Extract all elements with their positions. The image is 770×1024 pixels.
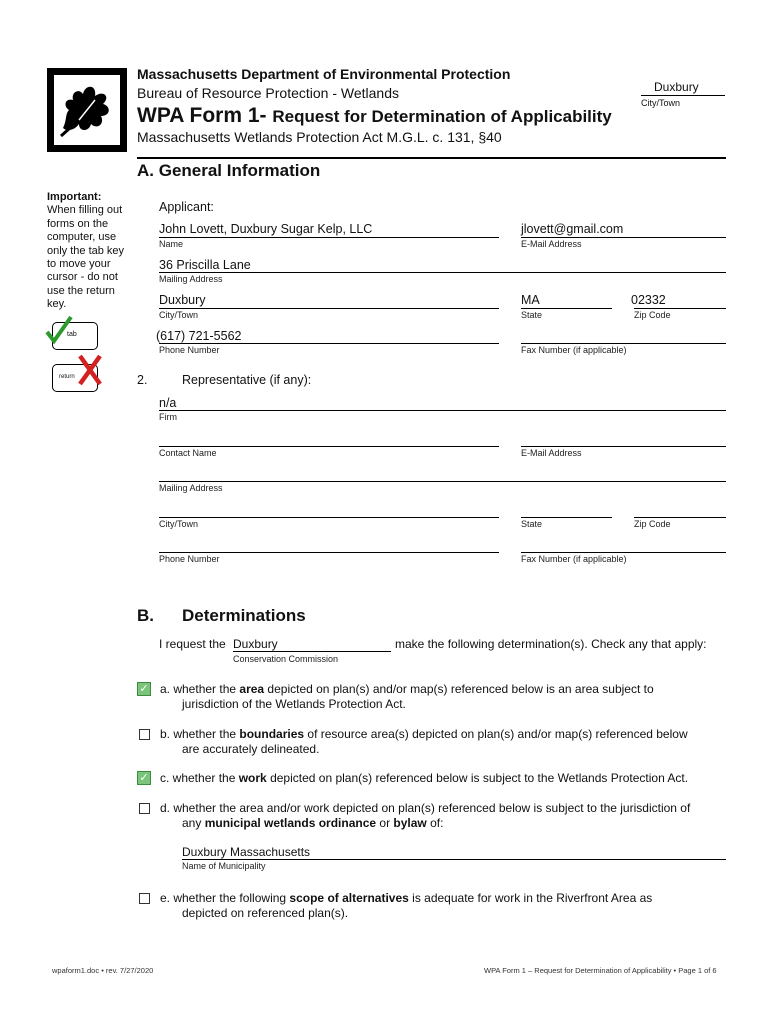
rep-zip-field[interactable] [634, 517, 726, 518]
rep-phone-caption: Phone Number [159, 554, 220, 564]
item-b-text: b. whether the boundaries of resource area(s) depicted on plan(s) and/or map(s) referenced below [160, 727, 688, 741]
rep-phone-field[interactable] [159, 552, 499, 553]
rep-fax-field[interactable] [521, 552, 726, 553]
contact-name-field[interactable] [159, 446, 499, 447]
address-underline [159, 272, 726, 273]
item-e-line2: depicted on referenced plan(s). [182, 906, 349, 920]
checkbox-work[interactable]: ✓ [137, 771, 151, 785]
item-b-line2: are accurately delineated. [182, 742, 320, 756]
firm-field[interactable]: n/a [159, 396, 177, 410]
rep-state-field[interactable] [521, 517, 612, 518]
header-divider [137, 157, 726, 159]
rep-zip-caption: Zip Code [634, 519, 671, 529]
state-caption: State [521, 310, 543, 320]
city-caption: City/Town [159, 310, 199, 320]
checkbox-scope-of-alternatives[interactable] [139, 893, 150, 904]
act-reference: Massachusetts Wetlands Protection Act M.G.L. c. 131, §40 [137, 129, 502, 145]
rep-city-field[interactable] [159, 517, 499, 518]
footer-right: WPA Form 1 – Request for Determination of Applicability • Page 1 of 6 [484, 966, 717, 975]
green-check-icon [44, 314, 74, 351]
bureau-name: Bureau of Resource Protection - Wetlands [137, 85, 399, 101]
item-e-text: e. whether the following scope of alternatives is adequate for work in the Riverfront Area as [160, 891, 653, 905]
city-underline [159, 308, 499, 309]
rep-email-field[interactable] [521, 446, 726, 447]
note-title: Important: [47, 191, 102, 203]
applicant-state-field[interactable]: MA [521, 293, 540, 307]
commission-underline [233, 651, 391, 652]
email-caption: E-Mail Address [521, 239, 582, 249]
applicant-heading: Applicant: [159, 200, 214, 214]
item-a-text: a. whether the area depicted on plan(s) and/or map(s) referenced below is an area subject to [160, 682, 654, 696]
form-subtitle: Request for Determination of Applicability [272, 107, 612, 126]
footer-left: wpaform1.doc • rev. 7/27/2020 [52, 966, 154, 975]
applicant-address-field[interactable]: 36 Priscilla Lane [159, 258, 251, 272]
section-b-title: Determinations [182, 606, 306, 625]
fax-caption: Fax Number (if applicable) [521, 345, 627, 355]
rep-state-caption: State [521, 519, 543, 529]
commission-field[interactable]: Duxbury [233, 637, 278, 651]
section-a-title: A. General Information [137, 161, 321, 180]
name-underline [159, 237, 499, 238]
item-a-line2: jurisdiction of the Wetlands Protection Act. [182, 697, 406, 711]
item-c-text: c. whether the work depicted on plan(s) referenced below is subject to the Wetlands Protection Act. [160, 771, 689, 785]
header-city-town-field[interactable]: Duxbury [654, 80, 699, 94]
note-text: When filling out forms on the computer, use only the tab key to move your cursor - do not use the return key. [47, 204, 125, 311]
municipality-field[interactable]: Duxbury Massachusetts [182, 845, 311, 859]
rep-fax-caption: Fax Number (if applicable) [521, 554, 627, 564]
applicant-email-field[interactable]: jlovett@gmail.com [521, 222, 624, 236]
fax-underline[interactable] [521, 343, 726, 344]
zip-underline [634, 308, 726, 309]
header-city-town-caption: City/Town [641, 98, 681, 108]
request-suffix: make the following determination(s). Check any that apply: [395, 637, 707, 651]
item-d-text: d. whether the area and/or work depicted on plan(s) referenced below is subject to the jurisdiction of [160, 801, 691, 815]
rep-city-caption: City/Town [159, 519, 199, 529]
phone-caption: Phone Number [159, 345, 220, 355]
item-d-line2: any municipal wetlands ordinance or bylaw of: [182, 816, 444, 830]
representative-heading: Representative (if any): [182, 373, 312, 387]
municipality-caption: Name of Municipality [182, 861, 266, 871]
request-prefix: I request the [159, 637, 226, 651]
checkbox-area[interactable]: ✓ [137, 682, 151, 696]
applicant-zip-field[interactable]: 02332 [631, 293, 666, 307]
firm-caption: Firm [159, 412, 177, 422]
form-title [137, 104, 612, 128]
phone-underline [159, 343, 499, 344]
checkbox-boundaries[interactable] [139, 729, 150, 740]
municipality-underline [182, 859, 726, 860]
representative-number: 2. [137, 373, 148, 387]
address-caption: Mailing Address [159, 274, 223, 284]
firm-underline [159, 410, 726, 411]
contact-name-caption: Contact Name [159, 448, 217, 458]
section-b-letter: B. [137, 606, 154, 625]
form-number: WPA Form 1- [137, 104, 267, 127]
massdep-oak-leaf-logo [47, 68, 127, 152]
return-key-label: return [59, 374, 75, 380]
applicant-city-field[interactable]: Duxbury [159, 293, 206, 307]
header-city-town-underline [641, 95, 725, 96]
agency-name: Massachusetts Department of Environmental Protection [137, 66, 511, 82]
state-underline [521, 308, 612, 309]
name-caption: Name [159, 239, 184, 249]
rep-email-caption: E-Mail Address [521, 448, 582, 458]
email-underline [521, 237, 726, 238]
zip-caption: Zip Code [634, 310, 671, 320]
tab-key-label: tab [67, 331, 77, 338]
sidebar-important-note [47, 191, 133, 312]
commission-caption: Conservation Commission [233, 654, 339, 664]
red-x-icon [76, 352, 104, 393]
applicant-phone-field[interactable]: (617) 721-5562 [156, 329, 242, 343]
checkbox-municipal-bylaw[interactable] [139, 803, 150, 814]
rep-address-field[interactable] [159, 481, 726, 482]
applicant-name-field[interactable]: John Lovett, Duxbury Sugar Kelp, LLC [159, 222, 373, 236]
rep-address-caption: Mailing Address [159, 483, 223, 493]
